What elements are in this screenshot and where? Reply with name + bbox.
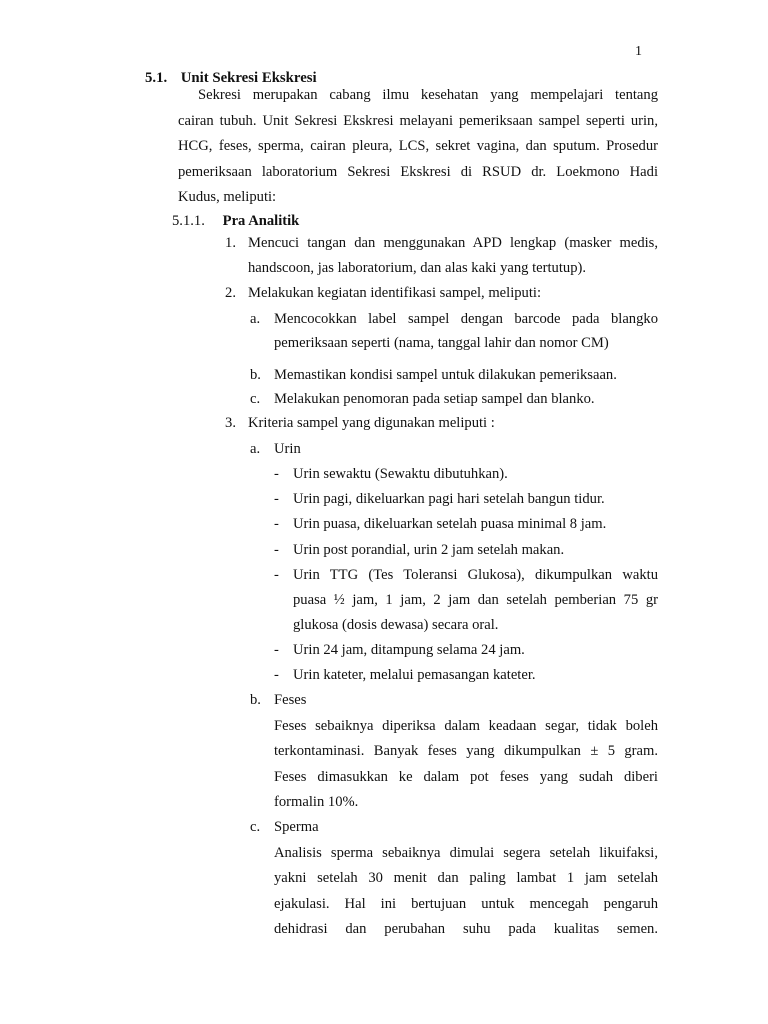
- bullet-text: puasa ½ jam, 1 jam, 2 jam dan setelah pemberian 75 gr: [293, 592, 658, 608]
- dash-marker: -: [274, 516, 279, 532]
- paragraph-line: Sekresi merupakan cabang ilmu kesehatan yang mempelajari tentang: [198, 87, 658, 103]
- sub-list-item-body: terkontaminasi. Banyak feses yang dikumpulkan ± 5 gram.: [274, 743, 658, 759]
- sub-list-item-body: dehidrasi dan perubahan suhu pada kualitas semen.: [274, 921, 658, 937]
- dash-marker: -: [274, 642, 279, 658]
- sub-list-item-letter: b.: [250, 367, 261, 383]
- sub-list-item-letter: a.: [250, 441, 261, 457]
- subsection-number: 5.1.1.: [172, 213, 205, 229]
- section-number: 5.1.: [145, 70, 168, 86]
- bullet-text: Urin kateter, melalui pemasangan kateter.: [293, 667, 536, 683]
- sub-list-item-body: formalin 10%.: [274, 794, 359, 810]
- sub-list-item-body: Analisis sperma sebaiknya dimulai segera setelah likuifaksi,: [274, 845, 658, 861]
- list-item-text: Melakukan kegiatan identifikasi sampel, meliputi:: [248, 285, 542, 301]
- paragraph-line: cairan tubuh. Unit Sekresi Ekskresi melayani pemeriksaan sampel seperti urin,: [178, 113, 658, 129]
- list-item-number: 3.: [225, 415, 236, 431]
- list-item-text: handscoon, jas laboratorium, dan alas kaki yang tertutup).: [248, 260, 586, 276]
- list-item-text: Kriteria sampel yang digunakan meliputi :: [248, 415, 495, 431]
- list-item-text: Mencuci tangan dan menggunakan APD lengkap (masker medis,: [248, 235, 658, 251]
- sub-list-item-text: pemeriksaan seperti (nama, tanggal lahir dan nomor CM): [274, 335, 609, 351]
- sub-list-item-text: Urin: [274, 441, 301, 457]
- bullet-text: glukosa (dosis dewasa) secara oral.: [293, 617, 499, 633]
- bullet-text: Urin pagi, dikeluarkan pagi hari setelah bangun tidur.: [293, 491, 605, 507]
- bullet-text: Urin puasa, dikeluarkan setelah puasa minimal 8 jam.: [293, 516, 607, 532]
- paragraph-line: HCG, feses, sperma, cairan pleura, LCS, sekret vagina, dan sputum. Prosedur: [178, 138, 658, 154]
- dash-marker: -: [274, 567, 279, 583]
- sub-list-item-text: Melakukan penomoran pada setiap sampel dan blanko.: [274, 391, 595, 407]
- bullet-text: Urin sewaktu (Sewaktu dibutuhkan).: [293, 466, 508, 482]
- sub-list-item-body: Feses dimasukkan ke dalam pot feses yang sudah diberi: [274, 769, 658, 785]
- subsection-title: Pra Analitik: [222, 213, 300, 229]
- sub-list-item-text: Sperma: [274, 819, 319, 835]
- sub-list-item-body: ejakulasi. Hal ini bertujuan untuk mencegah pengaruh: [274, 896, 658, 912]
- sub-list-item-body: Feses sebaiknya diperiksa dalam keadaan segar, tidak boleh: [274, 718, 658, 734]
- page-number: 1: [635, 44, 642, 59]
- bullet-text: Urin 24 jam, ditampung selama 24 jam.: [293, 642, 525, 658]
- sub-list-item-text: Feses: [274, 692, 307, 708]
- list-item-number: 1.: [225, 235, 236, 251]
- bullet-text: Urin TTG (Tes Toleransi Glukosa), dikumpulkan waktu: [293, 567, 658, 583]
- subsection-heading: [172, 213, 299, 230]
- sub-list-item-letter: c.: [250, 819, 261, 835]
- dash-marker: -: [274, 542, 279, 558]
- paragraph-line: Kudus, meliputi:: [178, 189, 277, 205]
- sub-list-item-letter: c.: [250, 391, 261, 407]
- sub-list-item-letter: b.: [250, 692, 261, 708]
- dash-marker: -: [274, 667, 279, 683]
- sub-list-item-letter: a.: [250, 311, 261, 327]
- dash-marker: -: [274, 491, 279, 507]
- section-title: Unit Sekresi Ekskresi: [180, 70, 317, 86]
- bullet-text: Urin post porandial, urin 2 jam setelah makan.: [293, 542, 565, 558]
- sub-list-item-text: Mencocokkan label sampel dengan barcode pada blangko: [274, 311, 658, 327]
- list-item-number: 2.: [225, 285, 236, 301]
- paragraph-line: pemeriksaan laboratorium Sekresi Ekskresi di RSUD dr. Loekmono Hadi: [178, 164, 658, 180]
- sub-list-item-body: yakni setelah 30 menit dan paling lambat 1 jam setelah: [274, 870, 658, 886]
- dash-marker: -: [274, 466, 279, 482]
- sub-list-item-text: Memastikan kondisi sampel untuk dilakukan pemeriksaan.: [274, 367, 617, 383]
- section-heading: [145, 70, 317, 87]
